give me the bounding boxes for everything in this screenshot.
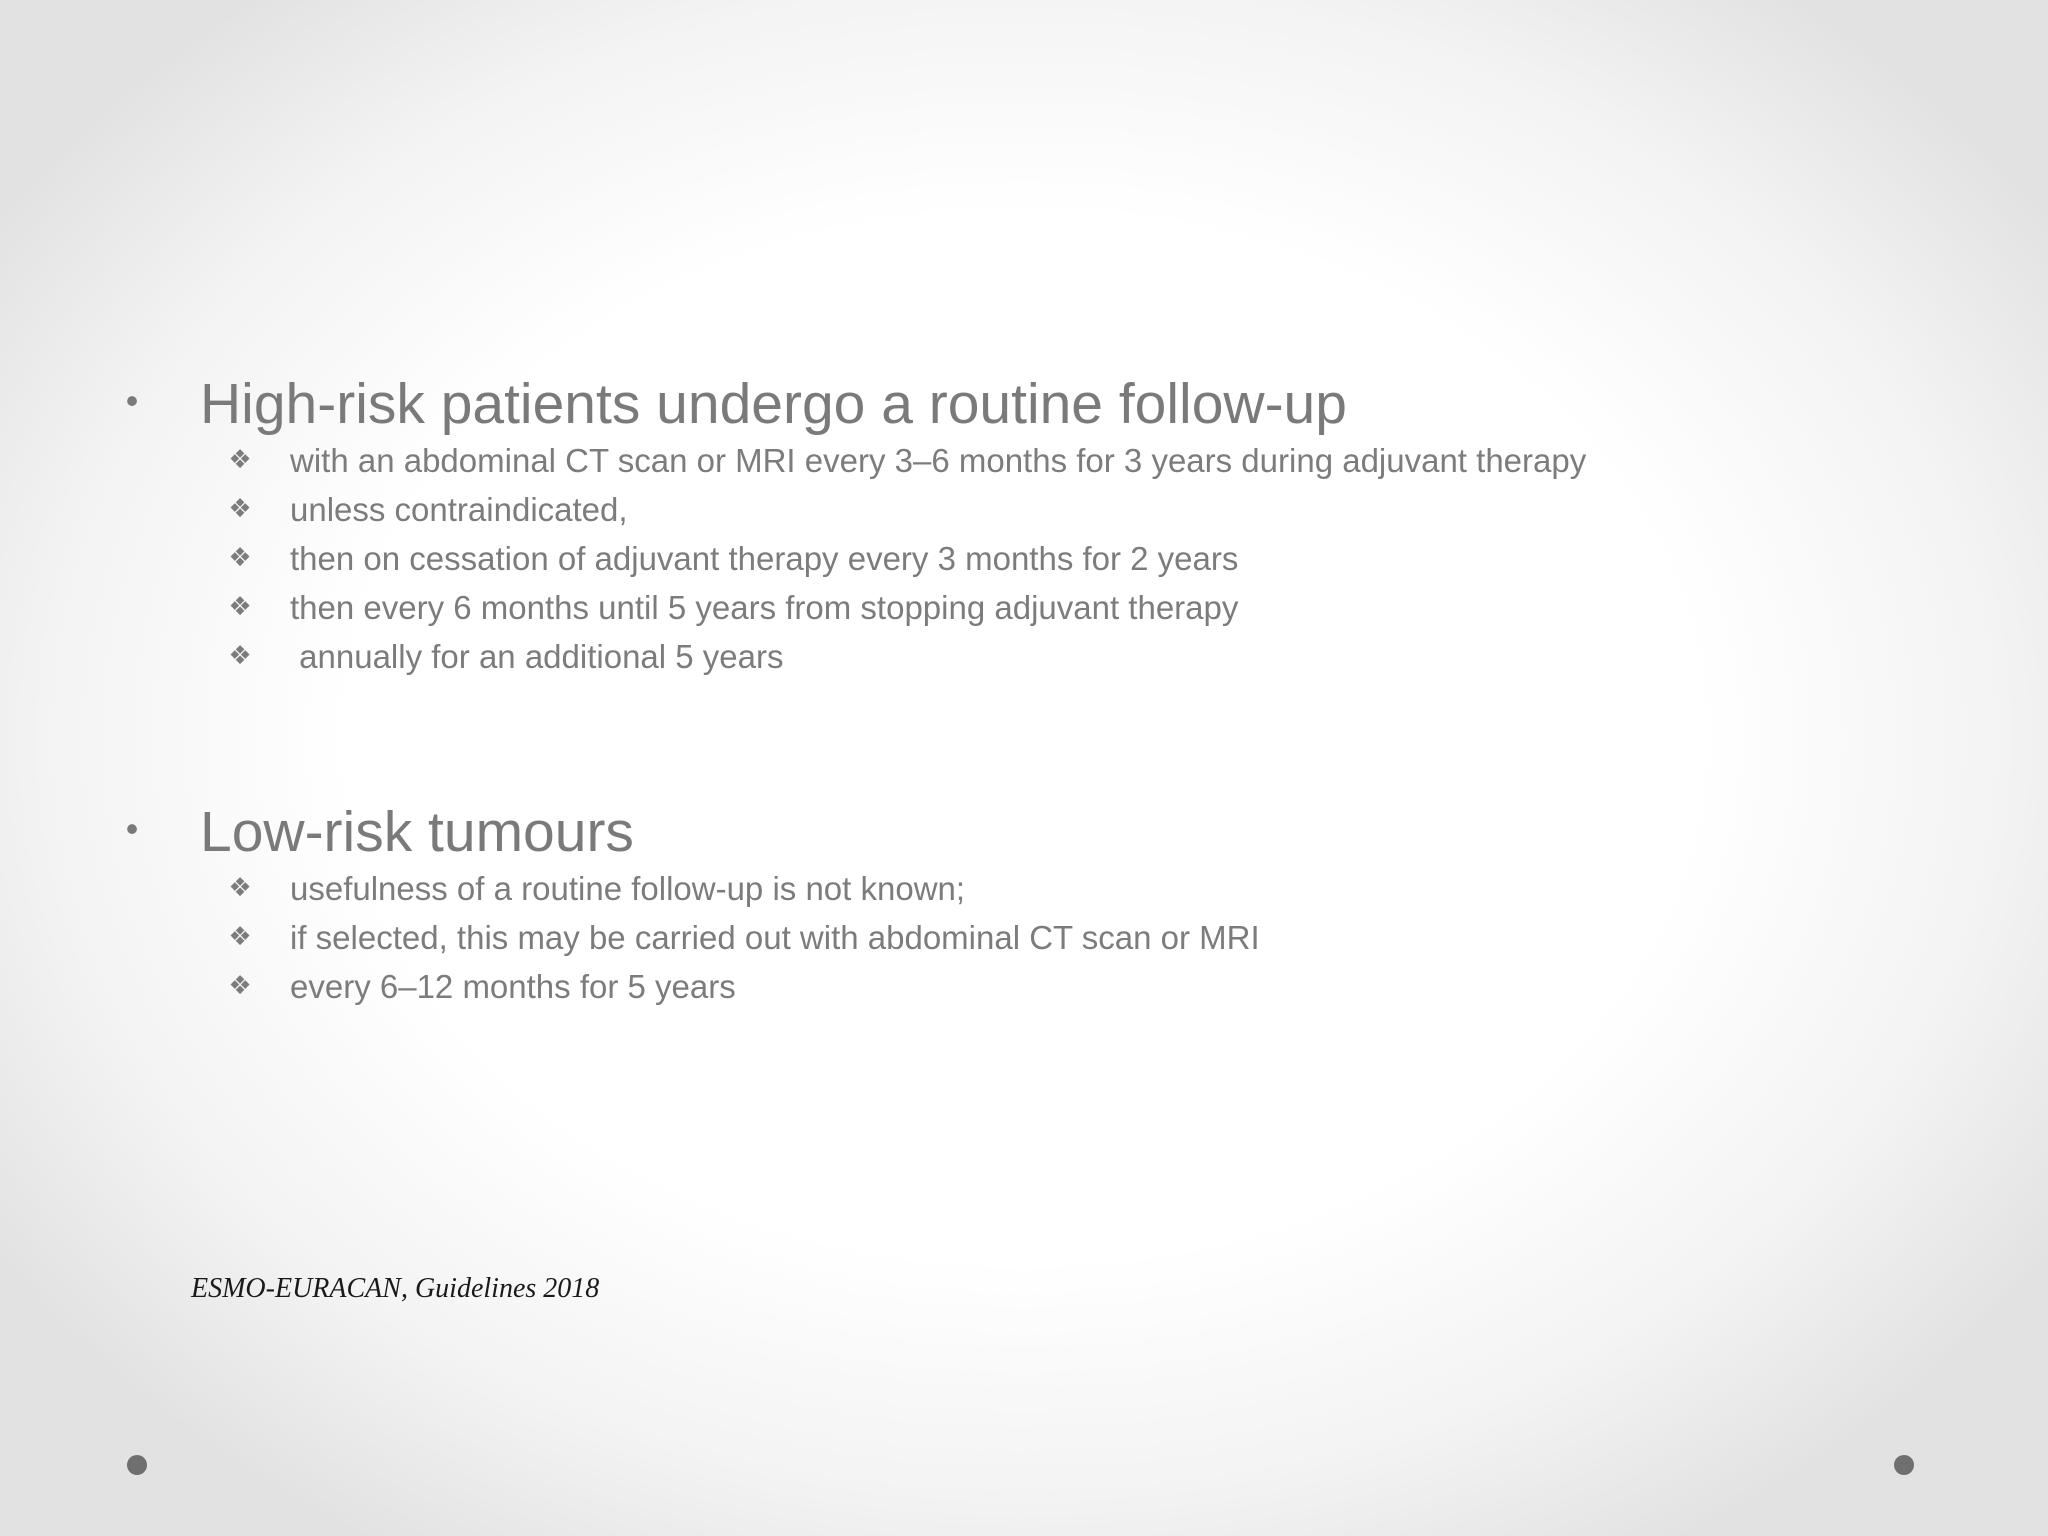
- corner-dot-right: [1894, 1455, 1914, 1475]
- list-item: [0, 918, 2048, 967]
- sub-list: [0, 869, 2048, 1016]
- section-heading: Low-risk tumours: [200, 800, 634, 864]
- list-item-text: usefulness of a routine follow-up is not known;: [290, 870, 966, 907]
- list-item: [0, 637, 2048, 686]
- list-item: [0, 869, 2048, 918]
- list-item-text: then on cessation of adjuvant therapy every 3 months for 2 years: [290, 540, 1239, 577]
- four-diamond-icon: ❖: [228, 445, 252, 475]
- four-diamond-icon: ❖: [228, 971, 252, 1001]
- four-diamond-icon: ❖: [228, 873, 252, 903]
- list-item-text: then every 6 months until 5 years from stopping adjuvant therapy: [290, 589, 1239, 626]
- list-item-text: every 6–12 months for 5 years: [290, 968, 736, 1005]
- four-diamond-icon: ❖: [228, 543, 252, 573]
- four-diamond-icon: ❖: [228, 641, 252, 671]
- list-item: [0, 539, 2048, 588]
- list-item-text: if selected, this may be carried out with abdominal CT scan or MRI: [290, 919, 1260, 956]
- section-heading: High-risk patients undergo a routine follow-up: [200, 372, 1347, 436]
- list-item: [0, 441, 2048, 490]
- citation: ESMO-EURACAN, Guidelines 2018: [191, 1273, 600, 1304]
- bullet-icon: •: [125, 808, 139, 849]
- four-diamond-icon: ❖: [228, 592, 252, 622]
- four-diamond-icon: ❖: [228, 494, 252, 524]
- list-item-text: unless contraindicated,: [290, 491, 628, 528]
- list-item: [0, 588, 2048, 637]
- sub-list: [0, 441, 2048, 686]
- four-diamond-icon: ❖: [228, 922, 252, 952]
- bullet-icon: •: [125, 380, 139, 421]
- section-low-risk: [0, 795, 2048, 1016]
- list-item: [0, 967, 2048, 1016]
- bullet-row: [0, 367, 2048, 441]
- corner-dot-left: [127, 1455, 147, 1475]
- list-item-text: with an abdominal CT scan or MRI every 3–6 months for 3 years during adjuvant therapy: [290, 442, 1587, 479]
- list-item: [0, 490, 2048, 539]
- bullet-row: [0, 795, 2048, 869]
- section-high-risk: [0, 367, 2048, 686]
- list-item-text: annually for an additional 5 years: [290, 638, 784, 675]
